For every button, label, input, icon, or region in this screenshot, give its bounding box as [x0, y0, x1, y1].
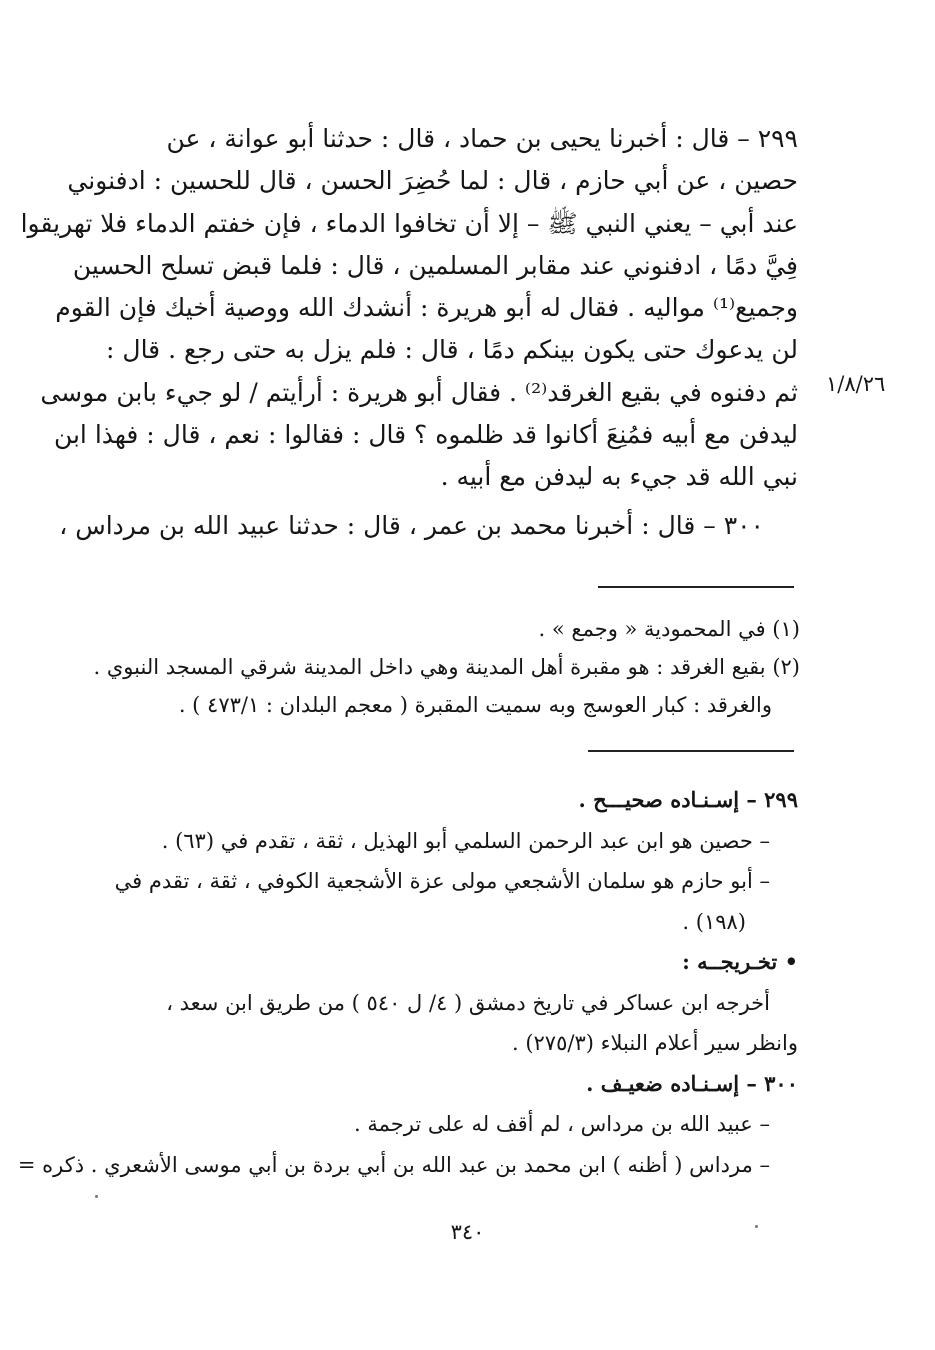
- page-number: ٣٤٠: [450, 1220, 485, 1244]
- hadith-line: ليدفن مع أبيه فمُنِعَ أكانوا قد ظلموه ؟ قال : فقالوا : نعم ، قال : فهذا ابن: [53, 420, 798, 450]
- narrator-note-cont: (١٩٨) .: [682, 909, 746, 934]
- margin-folio-note: ١/٨/٢٦: [826, 372, 886, 396]
- commentary: [17, 780, 798, 1185]
- hadith-line: وجميع⁽¹⁾ مواليه . فقال له أبو هريرة : أنشدك الله ووصية أخيك فإن القوم: [55, 293, 798, 323]
- hadith-line: حصين ، عن أبي حازم ، قال : لما حُضِرَ الحسن ، قال للحسين : ادفنوني: [67, 166, 798, 196]
- takhrij-heading: • تخـريجــه :: [682, 949, 798, 974]
- narrator-note: – أبو حازم هو سلمان الأشجعي مولى عزة الأشجعية الكوفي ، ثقة ، تقدم في: [114, 869, 770, 893]
- narrator-note: – حصين هو ابن عبد الرحمن السلمي أبو الهذيل ، ثقة ، تقدم في (٦٣) .: [161, 828, 770, 853]
- hadith-line: ٢٩٩ – قال : أخبرنا يحيى بن حماد ، قال : حدثنا أبو عوانة ، عن: [166, 124, 798, 153]
- footnote-2-cont: والغرقد : كبار العوسج وبه سميت المقبرة ( معجم البلدان : ٤٧٣/١ ) .: [178, 693, 772, 717]
- takhrij-line: وانظر سير أعلام النبلاء (٢٧٥/٣) .: [511, 1031, 798, 1055]
- hadith-300-line: ٣٠٠ – قال : أخبرنا محمد بن عمر ، قال : حدثنا عبيد الله بن مرداس ،: [59, 510, 764, 540]
- hadith-text: [20, 118, 798, 547]
- takhrij-line: أخرجه ابن عساكر في تاريخ دمشق ( ٤/ ل ٥٤٠ ) من طريق ابن سعد ،: [166, 990, 770, 1015]
- scan-speck: [95, 1195, 98, 1198]
- footnote-2: (٢) بقيع الغرقد : هو مقبرة أهل المدينة وهي داخل المدينة شرقي المسجد النبوي .: [93, 655, 800, 679]
- hadith-line: لن يدعوك حتى يكون بينكم دمًا ، قال : فلم يزل به حتى رجع . قال :: [106, 335, 798, 365]
- footnote-1: (١) في المحمودية « وجمع » .: [538, 617, 800, 641]
- hadith-line: نبي الله قد جيء به ليدفن مع أبيه .: [440, 462, 798, 492]
- narrator-note: – مرداس ( أظنه ) ابن محمد بن عبد الله بن أبي بردة بن أبي موسى الأشعري . ذكره =: [17, 1152, 770, 1177]
- narrator-note: – عبيد الله بن مرداس ، لم أقف له على ترجمة .: [354, 1112, 770, 1136]
- scan-speck: [755, 1225, 758, 1228]
- isnad-299-heading: ٢٩٩ – إسـنـاده صحيـــح .: [578, 787, 798, 812]
- isnad-300-heading: ٣٠٠ – إسـنـاده ضعيـف .: [586, 1070, 798, 1096]
- hadith-line: فِيَّ دمًا ، ادفنوني عند مقابر المسلمين ، قال : فلما قبض تسلح الحسين: [72, 250, 798, 280]
- hadith-line: عند أبي – يعني النبي ﷺ – إلا أن تخافوا الدماء ، فإن خفتم الدماء فلا تهريقوا: [20, 208, 798, 238]
- commentary-divider: [588, 750, 794, 752]
- footnotes: [93, 610, 800, 724]
- footnote-divider: [598, 586, 794, 588]
- hadith-line: ثم دفنوه في بقيع الغرقد⁽²⁾ . فقال أبو هريرة : أرأيتم / لو جيء بابن موسى: [40, 377, 798, 407]
